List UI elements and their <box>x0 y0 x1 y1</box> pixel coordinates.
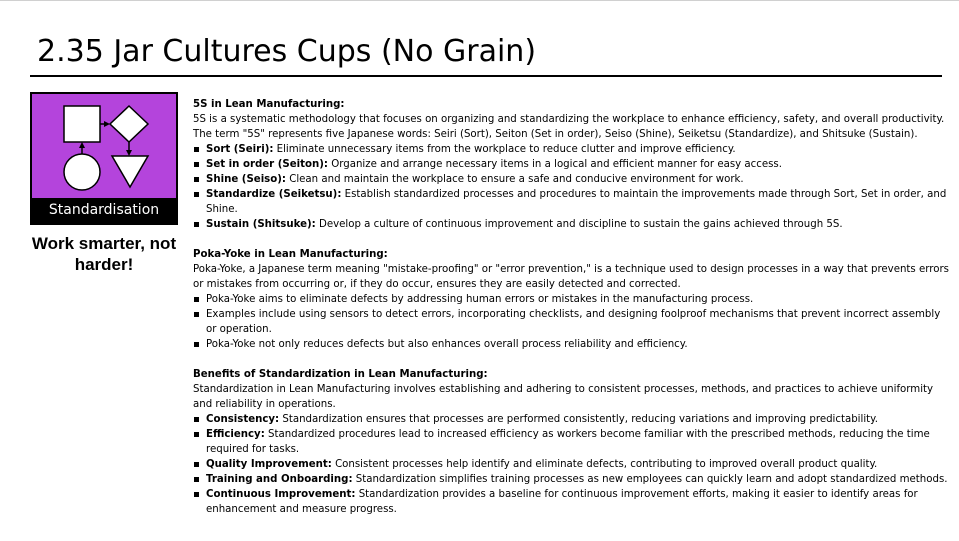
list-item-text: Clean and maintain the workplace to ensure a safe and conducive environment for work. <box>285 174 744 185</box>
slide-title: 2.35 Jar Cultures Cups (No Grain) <box>37 34 537 69</box>
list-item <box>193 487 949 517</box>
list-item-term: Set in order (Seiton): <box>206 159 328 170</box>
content-body <box>193 97 949 517</box>
list-item-term: Continuous Improvement: <box>206 489 356 500</box>
section-gap <box>193 232 949 247</box>
flowchart-square <box>64 106 100 142</box>
list-item-text: Consistent processes help identify and eliminate defects, contributing to improved overall product quality. <box>331 459 878 470</box>
flowchart-diamond <box>110 106 148 142</box>
list-item-text: Organize and arrange necessary items in a logical and efficient manner for easy access. <box>328 159 782 170</box>
list-item-text: Poka-Yoke not only reduces defects but also enhances overall process reliability and efficiency. <box>206 339 688 350</box>
list-item <box>193 427 949 457</box>
flowchart-triangle <box>112 156 148 187</box>
list-item-text: Examples include using sensors to detect errors, incorporating checklists, and designing foolproof mechanisms that prevent incorrect assembly or operation. <box>206 309 941 335</box>
section-heading: Poka-Yoke in Lean Manufacturing: <box>193 249 388 260</box>
section-heading: Benefits of Standardization in Lean Manufacturing: <box>193 369 488 380</box>
section-intro: The term "5S" represents five Japanese words: Seiri (Sort), Seiton (Set in order), Seiso (Shine), Seiketsu (Standardize), and Shitsuke (Sustain). <box>193 129 918 140</box>
section-heading: 5S in Lean Manufacturing: <box>193 99 345 110</box>
list-item <box>193 172 949 187</box>
list-item <box>193 307 949 337</box>
list-item <box>193 457 949 472</box>
list-item <box>193 292 949 307</box>
section-intro: 5S is a systematic methodology that focuses on organizing and standardizing the workplace to enhance efficiency, safety, and overall productivity. <box>193 114 945 125</box>
list-item-text: Establish standardized processes and procedures to maintain the improvements made through Sort, Set in order, and Shine. <box>206 189 947 215</box>
list-item <box>193 472 949 487</box>
list-item-term: Sort (Seiri): <box>206 144 274 155</box>
top-border <box>0 0 959 1</box>
list-item-term: Quality Improvement: <box>206 459 332 470</box>
list-item <box>193 337 949 352</box>
list-item-term: Training and Onboarding: <box>206 474 353 485</box>
list-item <box>193 157 949 172</box>
standardisation-flowchart-icon <box>32 94 176 198</box>
list-item-term: Consistency: <box>206 414 280 425</box>
list-item-text: Develop a culture of continuous improvement and discipline to sustain the gains achieved through 5S. <box>315 219 843 230</box>
list-item-text: Eliminate unnecessary items from the workplace to reduce clutter and improve efficiency. <box>273 144 736 155</box>
list-item-term: Sustain (Shitsuke): <box>206 219 316 230</box>
list-item-text: Poka-Yoke aims to eliminate defects by addressing human errors or mistakes in the manufacturing process. <box>206 294 754 305</box>
list-item-text: Standardization simplifies training processes as new employees can quickly learn and adopt standardized methods. <box>352 474 948 485</box>
section-gap <box>193 352 949 367</box>
icon-label: Standardisation <box>32 198 176 223</box>
list-item-text: Standardized procedures lead to increased efficiency as workers become familiar with the prescribed methods, reducing the time required for tasks. <box>206 429 930 455</box>
bullet-list <box>193 142 949 232</box>
list-item <box>193 217 949 232</box>
bullet-list <box>193 292 949 352</box>
list-item <box>193 412 949 427</box>
section-intro: Poka-Yoke, a Japanese term meaning "mistake-proofing" or "error prevention," is a technique used to design processes in a way that prevents errors or mistakes from occurring or, if they do occur, ensures they are easily detected and corrected. <box>193 264 949 290</box>
section-intro: Standardization in Lean Manufacturing involves establishing and adhering to consistent processes, methods, and practices to achieve uniformity and reliability in operations. <box>193 384 934 410</box>
slogan: Work smarter, not harder! <box>31 234 177 274</box>
list-item-text: Standardization ensures that processes are performed consistently, reducing variations and improving predictability. <box>279 414 878 425</box>
title-underline <box>30 75 942 77</box>
standardisation-tile <box>30 92 178 225</box>
flowchart-circle <box>64 154 100 190</box>
list-item-term: Efficiency: <box>206 429 265 440</box>
list-item <box>193 142 949 157</box>
list-item-term: Standardize (Seiketsu): <box>206 189 342 200</box>
bullet-list <box>193 412 949 517</box>
list-item-text: Standardization provides a baseline for continuous improvement efforts, making it easier to identify areas for enhancement and measure progress. <box>206 489 918 515</box>
list-item-term: Shine (Seiso): <box>206 174 286 185</box>
list-item <box>193 187 949 217</box>
